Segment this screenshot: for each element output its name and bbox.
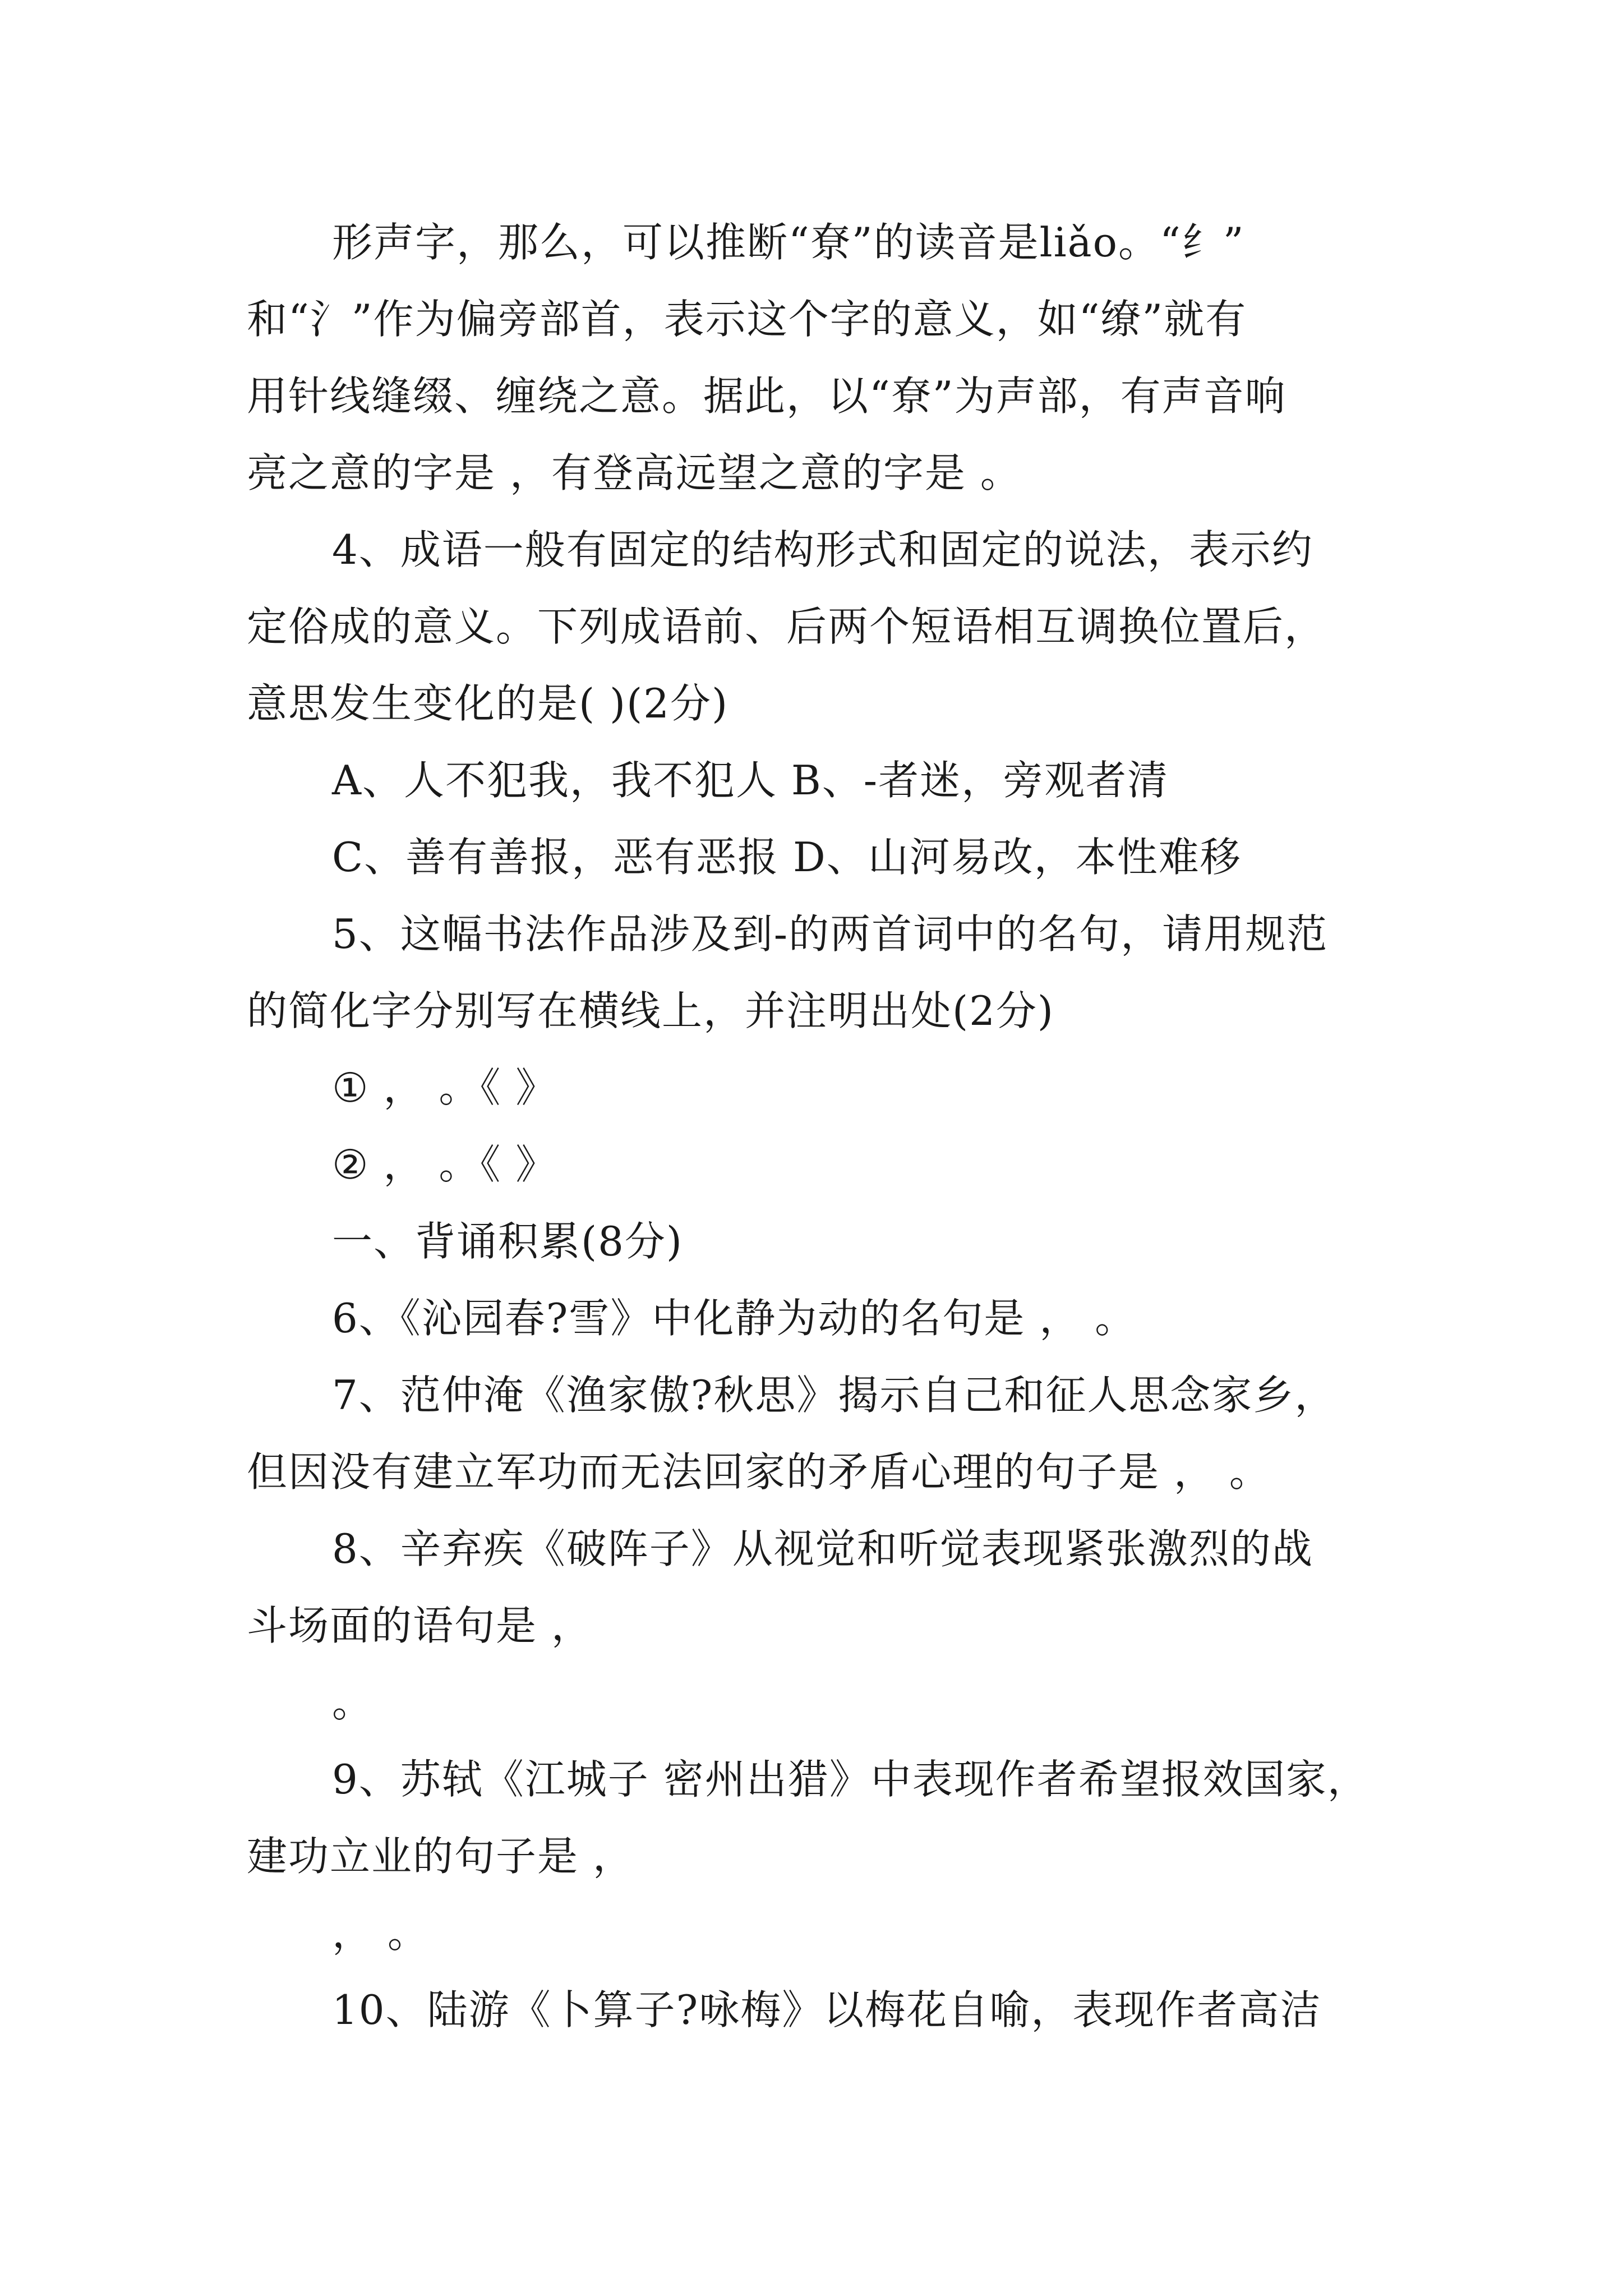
text-line: 意思发生变化的是( )(2分) [247,680,729,727]
answer-line-1: ① ， 。《 》 [332,1064,557,1111]
text-line: 的简化字分别写在横线上，并注明出处(2分) [247,987,1054,1034]
text-line: 斗场面的语句是 ， [247,1602,593,1649]
section-heading: 一、背诵积累(8分) [332,1218,683,1265]
question-4-line: 4、成语一般有固定的结构形式和固定的说法，表示约 [332,526,1313,573]
text-line: 亮之意的字是 ，有登高远望之意的字是 。 [247,449,1022,496]
question-9-line: 9、苏轼《江城子 密州出猎》中表现作者希望报效国家， [332,1756,1369,1803]
text-line: 建功立业的句子是 ， [247,1833,634,1880]
question-7-line: 7、范仲淹《渔家傲?秋思》揭示自己和征人思念家乡， [332,1372,1336,1419]
text-line: 但因没有建立军功而无法回家的矛盾心理的句子是 ， 。 [247,1448,1271,1496]
option-line-a-b: A、人不犯我，我不犯人 B、-者迷，旁观者清 [332,757,1169,804]
text-line: 定俗成的意义。下列成语前、后两个短语相互调换位置后， [247,603,1326,650]
question-10-line: 10、陆游《卜算子?咏梅》以梅花自喻，表现作者高洁 [332,1986,1322,2033]
question-5-line: 5、这幅书法作品涉及到-的两首词中的名句，请用规范 [332,910,1329,958]
answer-line-2: ② ， 。《 》 [332,1141,557,1188]
text-line: 和“氵”作为偏旁部首，表示这个字的意义，如“缭”就有 [247,296,1247,343]
text-line: 用针线缝缀、缠绕之意。据此，以“尞”为声部，有声音响 [247,372,1287,420]
text-line: ， 。 [332,1910,429,1957]
text-line: 。 [332,1679,374,1726]
text-line: 形声字，那么，可以推断“尞”的读音是liǎo。“纟” [332,219,1245,266]
question-6-line: 6、《沁园春?雪》中化静为动的名句是 ， 。 [332,1295,1137,1342]
option-line-c-d: C、善有善报，恶有恶报 D、山河易改，本性难移 [332,834,1242,881]
question-8-line: 8、辛弃疾《破阵子》从视觉和听觉表现紧张激烈的战 [332,1525,1313,1572]
